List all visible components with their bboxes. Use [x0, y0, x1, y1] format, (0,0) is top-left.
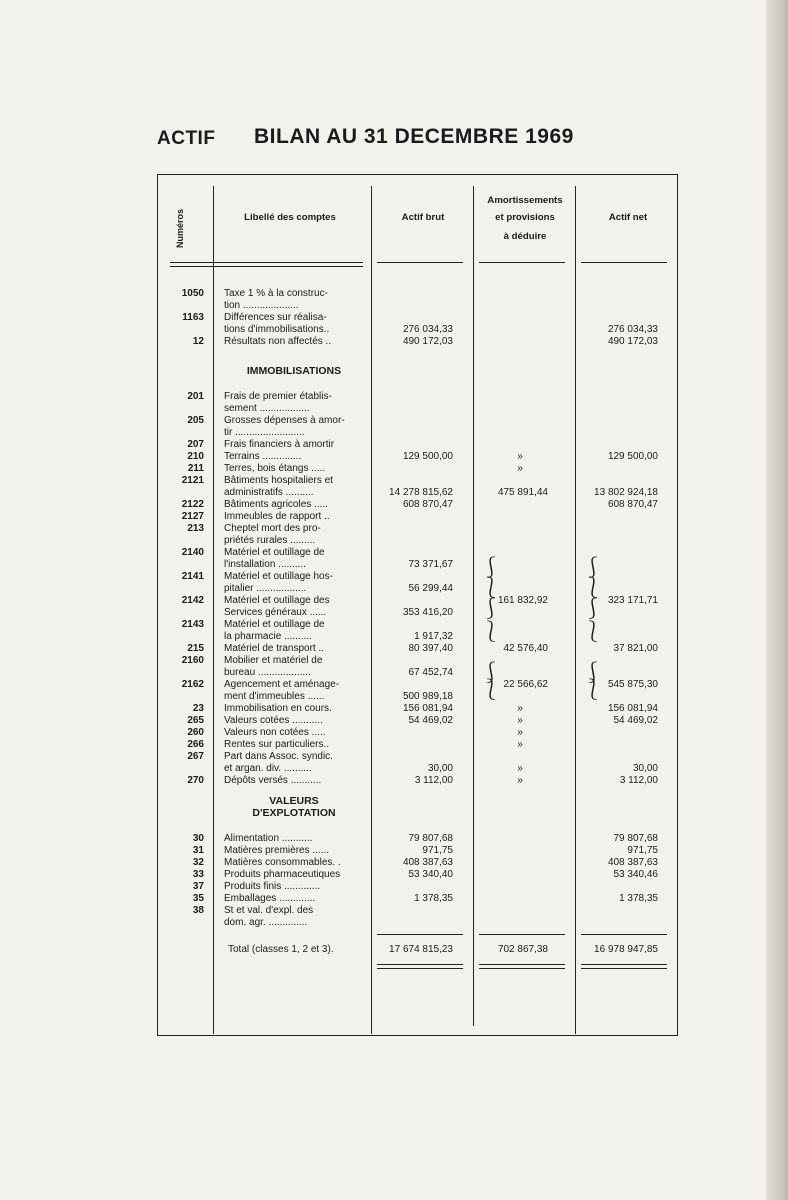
header-rule	[377, 262, 463, 263]
actif-brut-value: 353 416,20	[402, 607, 453, 618]
table-row	[0, 571, 788, 583]
table-row	[0, 535, 788, 547]
amortissement-value: »	[517, 703, 523, 714]
actif-net-value: 971,75	[627, 845, 658, 856]
amortissement-value: »	[517, 763, 523, 774]
table-row	[0, 607, 788, 619]
table-row	[0, 727, 788, 739]
account-number: 31	[192, 845, 204, 856]
actif-net-value: 608 870,47	[607, 499, 658, 510]
account-label: Frais de premier établis-	[224, 391, 332, 402]
account-number: 2127	[181, 511, 204, 522]
account-label: l'installation ..........	[224, 559, 306, 570]
total-label: Total (classes 1, 2 et 3).	[228, 944, 334, 955]
account-label: ment d'immeubles ......	[224, 691, 325, 702]
account-number: 215	[187, 643, 204, 654]
table-row	[0, 463, 788, 475]
actif-brut-value: 14 278 815,62	[389, 487, 453, 498]
account-label: la pharmacie ..........	[224, 631, 312, 642]
account-label: Matières premières ......	[224, 845, 330, 856]
account-label: Matériel et outillage des	[224, 595, 330, 606]
account-label: Matériel de transport ..	[224, 643, 325, 654]
account-number: 2121	[181, 475, 204, 486]
account-number: 35	[192, 893, 204, 904]
brace-mark: ⎰	[481, 660, 501, 684]
table-row	[0, 499, 788, 511]
account-label: Mobilier et matériel de	[224, 655, 323, 666]
total-double-rule	[581, 964, 667, 965]
account-number: 37	[192, 881, 204, 892]
total-double-rule	[581, 968, 667, 969]
total-double-rule	[377, 964, 463, 965]
account-number: 205	[187, 415, 204, 426]
account-label: bureau ...................	[224, 667, 311, 678]
amortissement-value: »	[517, 727, 523, 738]
numeros-header: Numéros	[175, 208, 185, 248]
table-row	[0, 655, 788, 667]
total-row	[0, 944, 788, 956]
actif-brut-value: 80 397,40	[408, 643, 453, 654]
actif-net-value: 545 875,30	[607, 679, 658, 690]
section-valeurs: VALEURS	[269, 795, 319, 807]
total-amortissements: 702 867,38	[497, 944, 548, 955]
amortissement-value: 161 832,92	[497, 595, 548, 606]
actif-net-value: 54 469,02	[613, 715, 658, 726]
brace-mark: ⎱	[481, 677, 501, 701]
total-rule	[581, 934, 667, 935]
account-label: dom. agr. ..............	[224, 917, 308, 928]
account-number: 2141	[181, 571, 204, 582]
account-number: 23	[192, 703, 204, 714]
table-row	[0, 845, 788, 857]
actif-brut-value: 73 371,67	[408, 559, 453, 570]
brace-mark: ⎰	[481, 596, 501, 620]
account-label: St et val. d'expl. des	[224, 905, 314, 916]
account-label: Frais financiers à amortir	[224, 439, 335, 450]
account-label: Taxe 1 % à la construc-	[224, 288, 328, 299]
total-double-rule	[479, 964, 565, 965]
amortissement-value: »	[517, 451, 523, 462]
actif-brut-value: 67 452,74	[408, 667, 453, 678]
actif-brut-value: 276 034,33	[402, 324, 453, 335]
account-label: Emballages .............	[224, 893, 316, 904]
table-row	[0, 917, 788, 929]
table-row	[0, 703, 788, 715]
account-number: 2143	[181, 619, 204, 630]
actif-brut-value: 129 500,00	[402, 451, 453, 462]
account-label: Services généraux ......	[224, 607, 327, 618]
actif-brut-value: 490 172,03	[402, 336, 453, 347]
table-row	[0, 643, 788, 655]
account-label: Différences sur réalisa-	[224, 312, 327, 323]
table-row	[0, 763, 788, 775]
total-actif-net: 16 978 947,85	[594, 944, 658, 955]
account-label: tir .........................	[224, 427, 305, 438]
actif-brut-value: 1 378,35	[414, 893, 453, 904]
actif-net-value: 37 821,00	[613, 643, 658, 654]
table-row	[0, 583, 788, 595]
table-row	[0, 893, 788, 905]
table-row	[0, 547, 788, 559]
brace-mark: ⎱	[583, 619, 603, 643]
brace-mark: ⎰	[481, 555, 501, 579]
account-label: Agencement et aménage-	[224, 679, 340, 690]
actif-brut-value: 54 469,02	[408, 715, 453, 726]
account-label: priétés rurales .........	[224, 535, 316, 546]
table-row	[0, 619, 788, 631]
actif-net-value: 1 378,35	[619, 893, 658, 904]
account-number: 211	[187, 463, 204, 474]
actif-net-value: 323 171,71	[607, 595, 658, 606]
table-row	[0, 487, 788, 499]
table-row	[0, 715, 788, 727]
actif-brut-value: 408 387,63	[402, 857, 453, 868]
amortissement-value: »	[517, 775, 523, 786]
amortissement-value: »	[517, 715, 523, 726]
table-row	[0, 288, 788, 300]
table-row	[0, 523, 788, 535]
actif-brut-value: 608 870,47	[402, 499, 453, 510]
account-label: Valeurs non cotées .....	[224, 727, 326, 738]
account-number: 267	[187, 751, 204, 762]
table-row	[0, 439, 788, 451]
actif-net-value: 3 112,00	[619, 775, 658, 786]
account-label: Matières consommables. .	[224, 857, 341, 868]
table-row	[0, 869, 788, 881]
actif-brut-value: 79 807,68	[408, 833, 453, 844]
table-row	[0, 667, 788, 679]
account-label: Bâtiments agricoles .....	[224, 499, 328, 510]
header-rule	[170, 262, 363, 263]
brace-mark: ⎰	[583, 596, 603, 620]
account-number: 2140	[181, 547, 204, 558]
account-number: 2162	[181, 679, 204, 690]
actif-brut-value: 971,75	[422, 845, 453, 856]
table-row	[0, 403, 788, 415]
account-number: 260	[187, 727, 204, 738]
brace-mark: ⎱	[583, 575, 603, 599]
total-rule	[479, 934, 565, 935]
actif-brut-value: 30,00	[427, 763, 453, 774]
actif-brut-value: 156 081,94	[402, 703, 453, 714]
account-number: 30	[192, 833, 204, 844]
actif-net-value: 129 500,00	[607, 451, 658, 462]
brace-mark: ⎰	[583, 660, 603, 684]
header-rule	[170, 266, 363, 267]
actif-brut-value: 1 917,32	[414, 631, 453, 642]
brace-mark: ⎱	[583, 677, 603, 701]
actif-net-value: 276 034,33	[607, 324, 658, 335]
account-label: Matériel et outillage de	[224, 547, 325, 558]
actif-net-value: 408 387,63	[607, 857, 658, 868]
amortissement-value: 42 576,40	[503, 643, 548, 654]
amortissement-value: »	[517, 739, 523, 750]
brace-mark: ⎱	[481, 575, 501, 599]
total-actif-brut: 17 674 815,23	[389, 944, 453, 955]
actif-net-value: 79 807,68	[613, 833, 658, 844]
table-row	[0, 300, 788, 312]
table-row	[0, 905, 788, 917]
page-title: BILAN AU 31 DECEMBRE 1969	[254, 125, 574, 148]
account-number: 266	[187, 739, 204, 750]
account-label: sement ..................	[224, 403, 310, 414]
actif-net-value: 156 081,94	[607, 703, 658, 714]
account-number: 201	[187, 391, 204, 402]
total-rule	[377, 934, 463, 935]
account-number: 38	[192, 905, 204, 916]
table-row	[0, 427, 788, 439]
header-rule	[479, 262, 565, 263]
table-row	[0, 595, 788, 607]
account-label: Produits finis .............	[224, 881, 321, 892]
actif-net-value: 53 340,46	[613, 869, 658, 880]
account-number: 2142	[181, 595, 204, 606]
account-label: Valeurs cotées ...........	[224, 715, 323, 726]
account-number: 2160	[181, 655, 204, 666]
table-row	[0, 391, 788, 403]
amortissement-value: 475 891,44	[497, 487, 548, 498]
account-label: Cheptel mort des pro-	[224, 523, 321, 534]
actif-net-value: 13 802 924,18	[594, 487, 658, 498]
account-label: pitalier ..................	[224, 583, 307, 594]
libelle-header: Libellé des comptes	[244, 212, 336, 223]
account-label: Terres, bois étangs .....	[224, 463, 326, 474]
account-label: Matériel et outillage de	[224, 619, 325, 630]
amort-header-line1: Amortissements	[487, 195, 563, 206]
table-row	[0, 751, 788, 763]
account-number: 12	[192, 336, 204, 347]
account-label: tions d'immobilisations..	[224, 324, 330, 335]
brace-mark: ⎰	[583, 555, 603, 579]
actif-net-value: 490 172,03	[607, 336, 658, 347]
table-row	[0, 336, 788, 348]
table-row	[0, 415, 788, 427]
account-number: 1163	[182, 312, 204, 323]
actif-brut-value: 53 340,40	[408, 869, 453, 880]
account-label: Terrains ..............	[224, 451, 302, 462]
account-label: Alimentation ...........	[224, 833, 313, 844]
table-row	[0, 631, 788, 643]
actif-net-header: Actif net	[608, 212, 648, 223]
header-rule	[581, 262, 667, 263]
amortissement-value: »	[517, 463, 523, 474]
account-label: Résultats non affectés ..	[224, 336, 332, 347]
account-number: 2122	[181, 499, 204, 510]
account-label: Matériel et outillage hos-	[224, 571, 333, 582]
actif-brut-value: 500 989,18	[402, 691, 453, 702]
section-valeurs-exploitation: D'EXPLOTATION	[252, 807, 336, 819]
table-row	[0, 881, 788, 893]
account-label: et argan. div. ..........	[224, 763, 312, 774]
account-label: Bâtiments hospitaliers et	[224, 475, 333, 486]
account-label: tion ....................	[224, 300, 299, 311]
actif-brut-value: 3 112,00	[414, 775, 453, 786]
actif-brut-header: Actif brut	[401, 212, 445, 223]
account-number: 270	[187, 775, 204, 786]
table-row	[0, 475, 788, 487]
actif-brut-value: 56 299,44	[408, 583, 453, 594]
total-double-rule	[377, 968, 463, 969]
table-row	[0, 857, 788, 869]
account-label: Rentes sur particuliers..	[224, 739, 330, 750]
table-row	[0, 312, 788, 324]
table-row	[0, 559, 788, 571]
brace-mark: ⎱	[481, 619, 501, 643]
account-number: 210	[187, 451, 204, 462]
section-immobilisations: IMMOBILISATIONS	[246, 365, 342, 377]
account-number: 1050	[181, 288, 204, 299]
account-label: Immobilisation en cours.	[224, 703, 332, 714]
table-row	[0, 833, 788, 845]
amort-header-line3: à déduire	[503, 231, 547, 242]
table-row	[0, 691, 788, 703]
total-double-rule	[479, 968, 565, 969]
table-row	[0, 451, 788, 463]
actif-net-value: 30,00	[632, 763, 658, 774]
table-row	[0, 324, 788, 336]
table-row	[0, 679, 788, 691]
account-label: Grosses dépenses à amor-	[224, 415, 345, 426]
account-number: 33	[192, 869, 204, 880]
amort-header-line2: et provisions	[495, 212, 555, 223]
account-label: administratifs ..........	[224, 487, 314, 498]
table-row	[0, 739, 788, 751]
table-row	[0, 511, 788, 523]
account-number: 213	[187, 523, 204, 534]
account-label: Part dans Assoc. syndic.	[224, 751, 333, 762]
account-number: 207	[187, 439, 204, 450]
account-label: Dépôts versés ...........	[224, 775, 322, 786]
table-row	[0, 775, 788, 787]
amortissement-value: 22 566,62	[503, 679, 548, 690]
account-label: Immeubles de rapport ..	[224, 511, 330, 522]
account-number: 32	[192, 857, 204, 868]
actif-heading: ACTIF	[157, 128, 216, 149]
account-number: 265	[187, 715, 204, 726]
account-label: Produits pharmaceutiques	[224, 869, 341, 880]
